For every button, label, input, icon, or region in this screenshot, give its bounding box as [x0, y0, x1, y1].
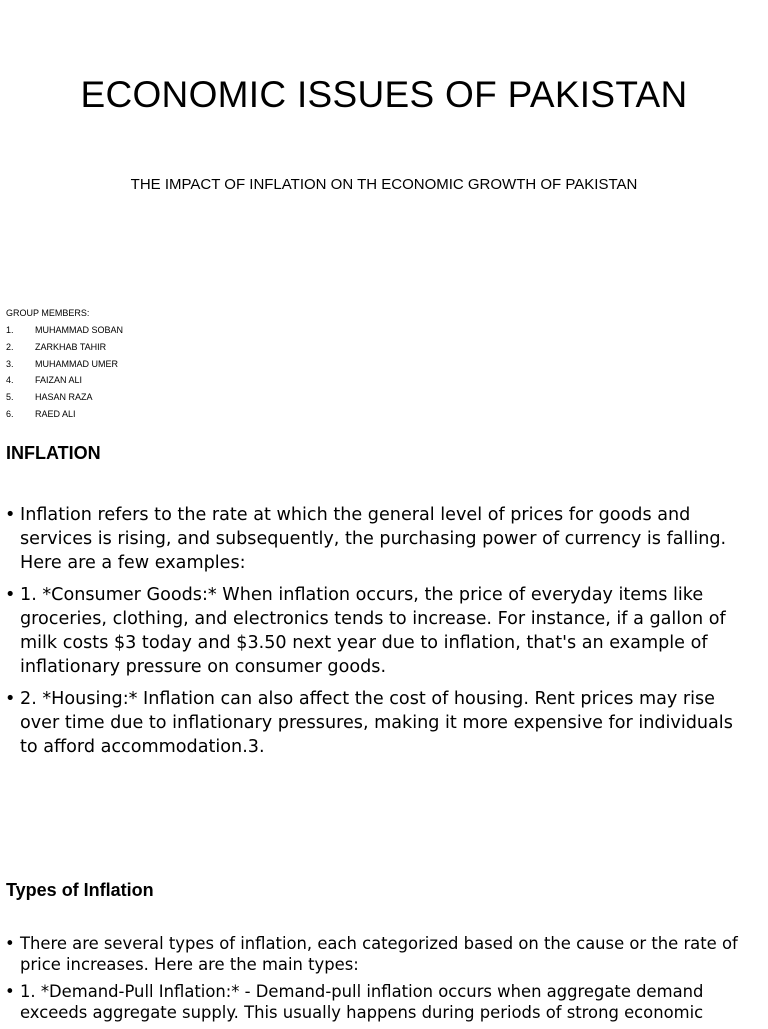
- bullet-dot-icon: •: [5, 934, 15, 953]
- member-row: [6, 392, 123, 409]
- bullet-dot-icon: •: [5, 689, 16, 709]
- section-heading-inflation: INFLATION: [6, 443, 101, 463]
- inflation-bullet-list: [5, 503, 756, 767]
- member-row: [6, 409, 123, 426]
- page-title: ECONOMIC ISSUES OF PAKISTAN: [80, 74, 688, 115]
- page-subtitle: THE IMPACT OF INFLATION ON TH ECONOMIC GROWTH OF PAKISTAN: [130, 176, 638, 193]
- member-number: 1.: [6, 325, 14, 335]
- bullet-text: There are several types of inflation, each categorized based on the cause or the rate of price increases. Here are the main types:: [20, 934, 738, 974]
- bullet-dot-icon: •: [5, 505, 16, 525]
- member-name: RAED ALI: [35, 408, 76, 419]
- member-name: ZARKHAB TAHIR: [35, 341, 107, 352]
- member-name: FAIZAN ALI: [35, 375, 83, 386]
- bullet-text: 1. *Consumer Goods:* When inflation occurs, the price of everyday items like groceries, clothing, and electronics tends to increase. For instance, if a gallon of milk costs $3 today and $3.50 next year due to inflation, that's an example of inflationary pressure on consumer goods.: [20, 585, 726, 677]
- bullet-text: 1. *Demand-Pull Inflation:* - Demand-pull inflation occurs when aggregate demand exceeds aggregate supply. This usually happens during periods of strong economic: [20, 982, 704, 1022]
- member-number: 6.: [6, 408, 14, 419]
- member-row: [6, 342, 123, 359]
- list-item: [5, 687, 756, 759]
- member-name: MUHAMMAD UMER: [35, 358, 118, 369]
- member-number: 4.: [6, 375, 14, 386]
- member-number: 3.: [6, 358, 14, 369]
- bullet-text: Inflation refers to the rate at which the general level of prices for goods and services is rising, and subsequently, the purchasing power of currency is falling. Here are a few examples:: [20, 505, 727, 573]
- list-item: [5, 981, 756, 1023]
- member-name: HASAN RAZA: [35, 392, 93, 403]
- list-item: [5, 583, 756, 679]
- member-number: 2.: [6, 341, 14, 352]
- group-members-label: GROUP MEMBERS:: [6, 308, 90, 318]
- section-heading-types-of-inflation: Types of Inflation: [6, 880, 154, 900]
- bullet-text: 2. *Housing:* Inflation can also affect the cost of housing. Rent prices may rise over time due to inflationary pressures, making it more expensive for individuals to afford accommodation.3.: [20, 689, 733, 757]
- bullet-dot-icon: •: [5, 982, 15, 1001]
- types-bullet-list: [5, 933, 756, 1029]
- bullet-dot-icon: •: [5, 585, 16, 605]
- list-item: [5, 933, 756, 975]
- list-item: [5, 503, 756, 575]
- member-row: [6, 325, 123, 342]
- group-members-list: [6, 308, 123, 426]
- member-row: [6, 375, 123, 392]
- member-number: 5.: [6, 392, 14, 403]
- member-name: MUHAMMAD SOBAN: [35, 325, 124, 335]
- member-row: [6, 359, 123, 376]
